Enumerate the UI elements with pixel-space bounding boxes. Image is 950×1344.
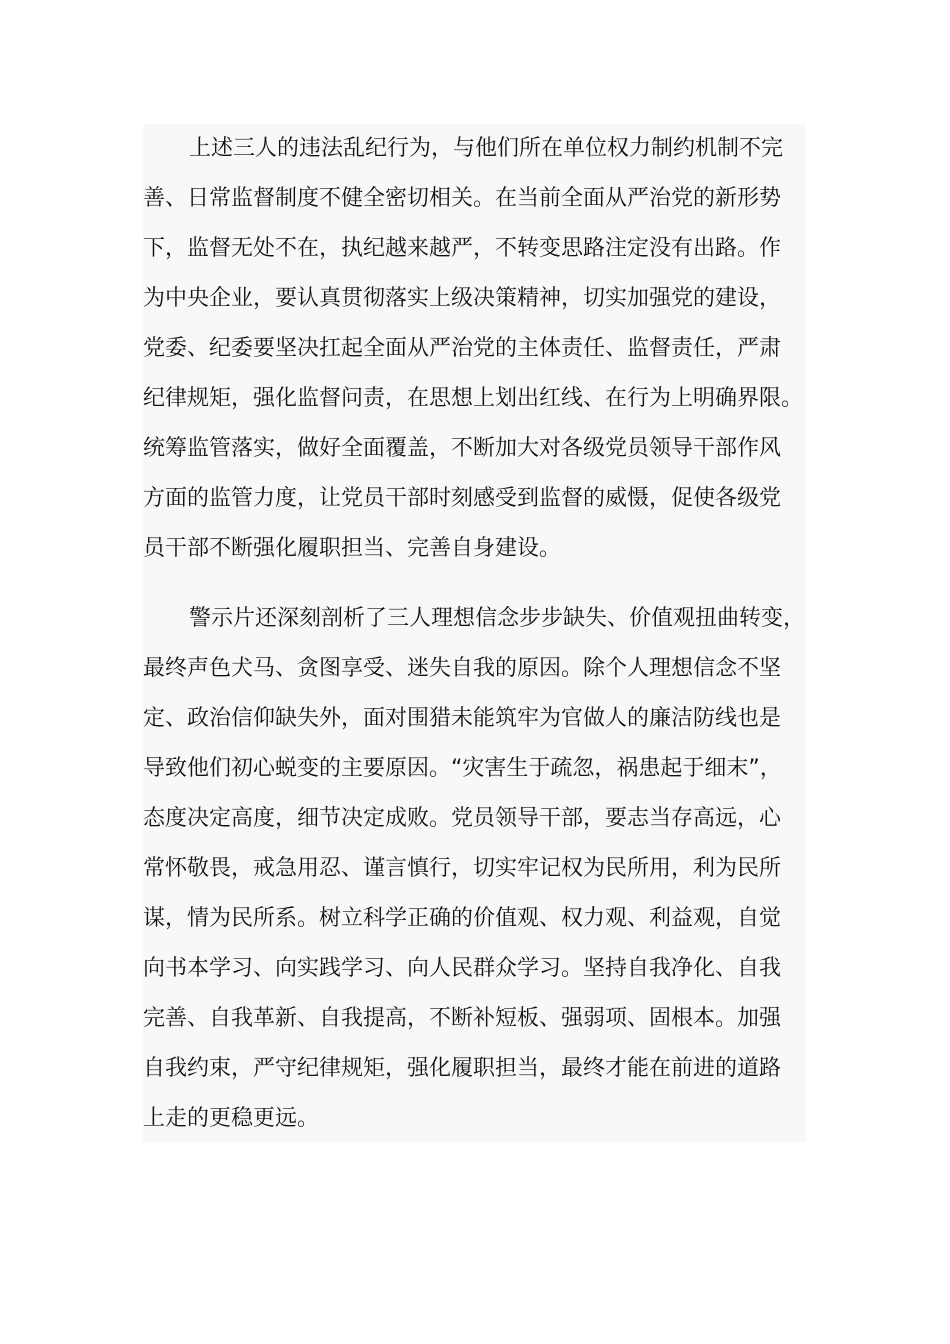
paragraph-line: 方面的监管力度，让党员干部时刻感受到监督的威慑，促使各级党: [143, 486, 782, 511]
paragraph-1: [143, 124, 806, 574]
paragraph-line: 警示片还深刻剖析了三人理想信念步步缺失、价值观扭曲转变，: [189, 606, 806, 631]
paragraph-line: 下，监督无处不在，执纪越来越严，不转变思路注定没有出路。作: [143, 236, 782, 261]
paragraph-line: 导致他们初心蜕变的主要原因。“灾害生于疏忽，祸患起于细末”，: [143, 756, 782, 781]
paragraph-line: 纪律规矩，强化监督问责，在思想上划出红线、在行为上明确界限。: [143, 386, 804, 411]
paragraph-line: 上走的更稳更远。: [143, 1106, 320, 1131]
paragraph-line: 完善、自我革新、自我提高，不断补短板、强弱项、固根本。加强: [143, 1006, 782, 1031]
paragraph-line: 自我约束，严守纪律规矩，强化履职担当，最终才能在前进的道路: [143, 1056, 782, 1081]
paragraph-line: 定、政治信仰缺失外，面对围猎未能筑牢为官做人的廉洁防线也是: [143, 706, 782, 731]
paragraph-line: 最终声色犬马、贪图享受、迷失自我的原因。除个人理想信念不坚: [143, 656, 782, 681]
text-block: [143, 124, 806, 1142]
paragraph-line: 上述三人的违法乱纪行为，与他们所在单位权力制约机制不完: [189, 136, 784, 161]
paragraph-line: 常怀敬畏，戒急用忍、谨言慎行，切实牢记权为民所用，利为民所: [143, 856, 782, 881]
paragraph-line: 向书本学习、向实践学习、向人民群众学习。坚持自我净化、自我: [143, 956, 782, 981]
paragraph-line: 为中央企业，要认真贯彻落实上级决策精神，切实加强党的建设，: [143, 286, 782, 311]
paragraph-line: 谋，情为民所系。树立科学正确的价值观、权力观、利益观，自觉: [143, 906, 782, 931]
paragraph-2: [143, 594, 806, 1144]
paragraph-line: 善、日常监督制度不健全密切相关。在当前全面从严治党的新形势: [143, 186, 782, 211]
paragraph-line: 统筹监管落实，做好全面覆盖，不断加大对各级党员领导干部作风: [143, 436, 782, 461]
paragraph-line: 党委、纪委要坚决扛起全面从严治党的主体责任、监督责任，严肃: [143, 336, 782, 361]
paragraph-line: 员干部不断强化履职担当、完善自身建设。: [143, 536, 562, 561]
paragraph-line: 态度决定高度，细节决定成败。党员领导干部，要志当存高远，心: [143, 806, 782, 831]
